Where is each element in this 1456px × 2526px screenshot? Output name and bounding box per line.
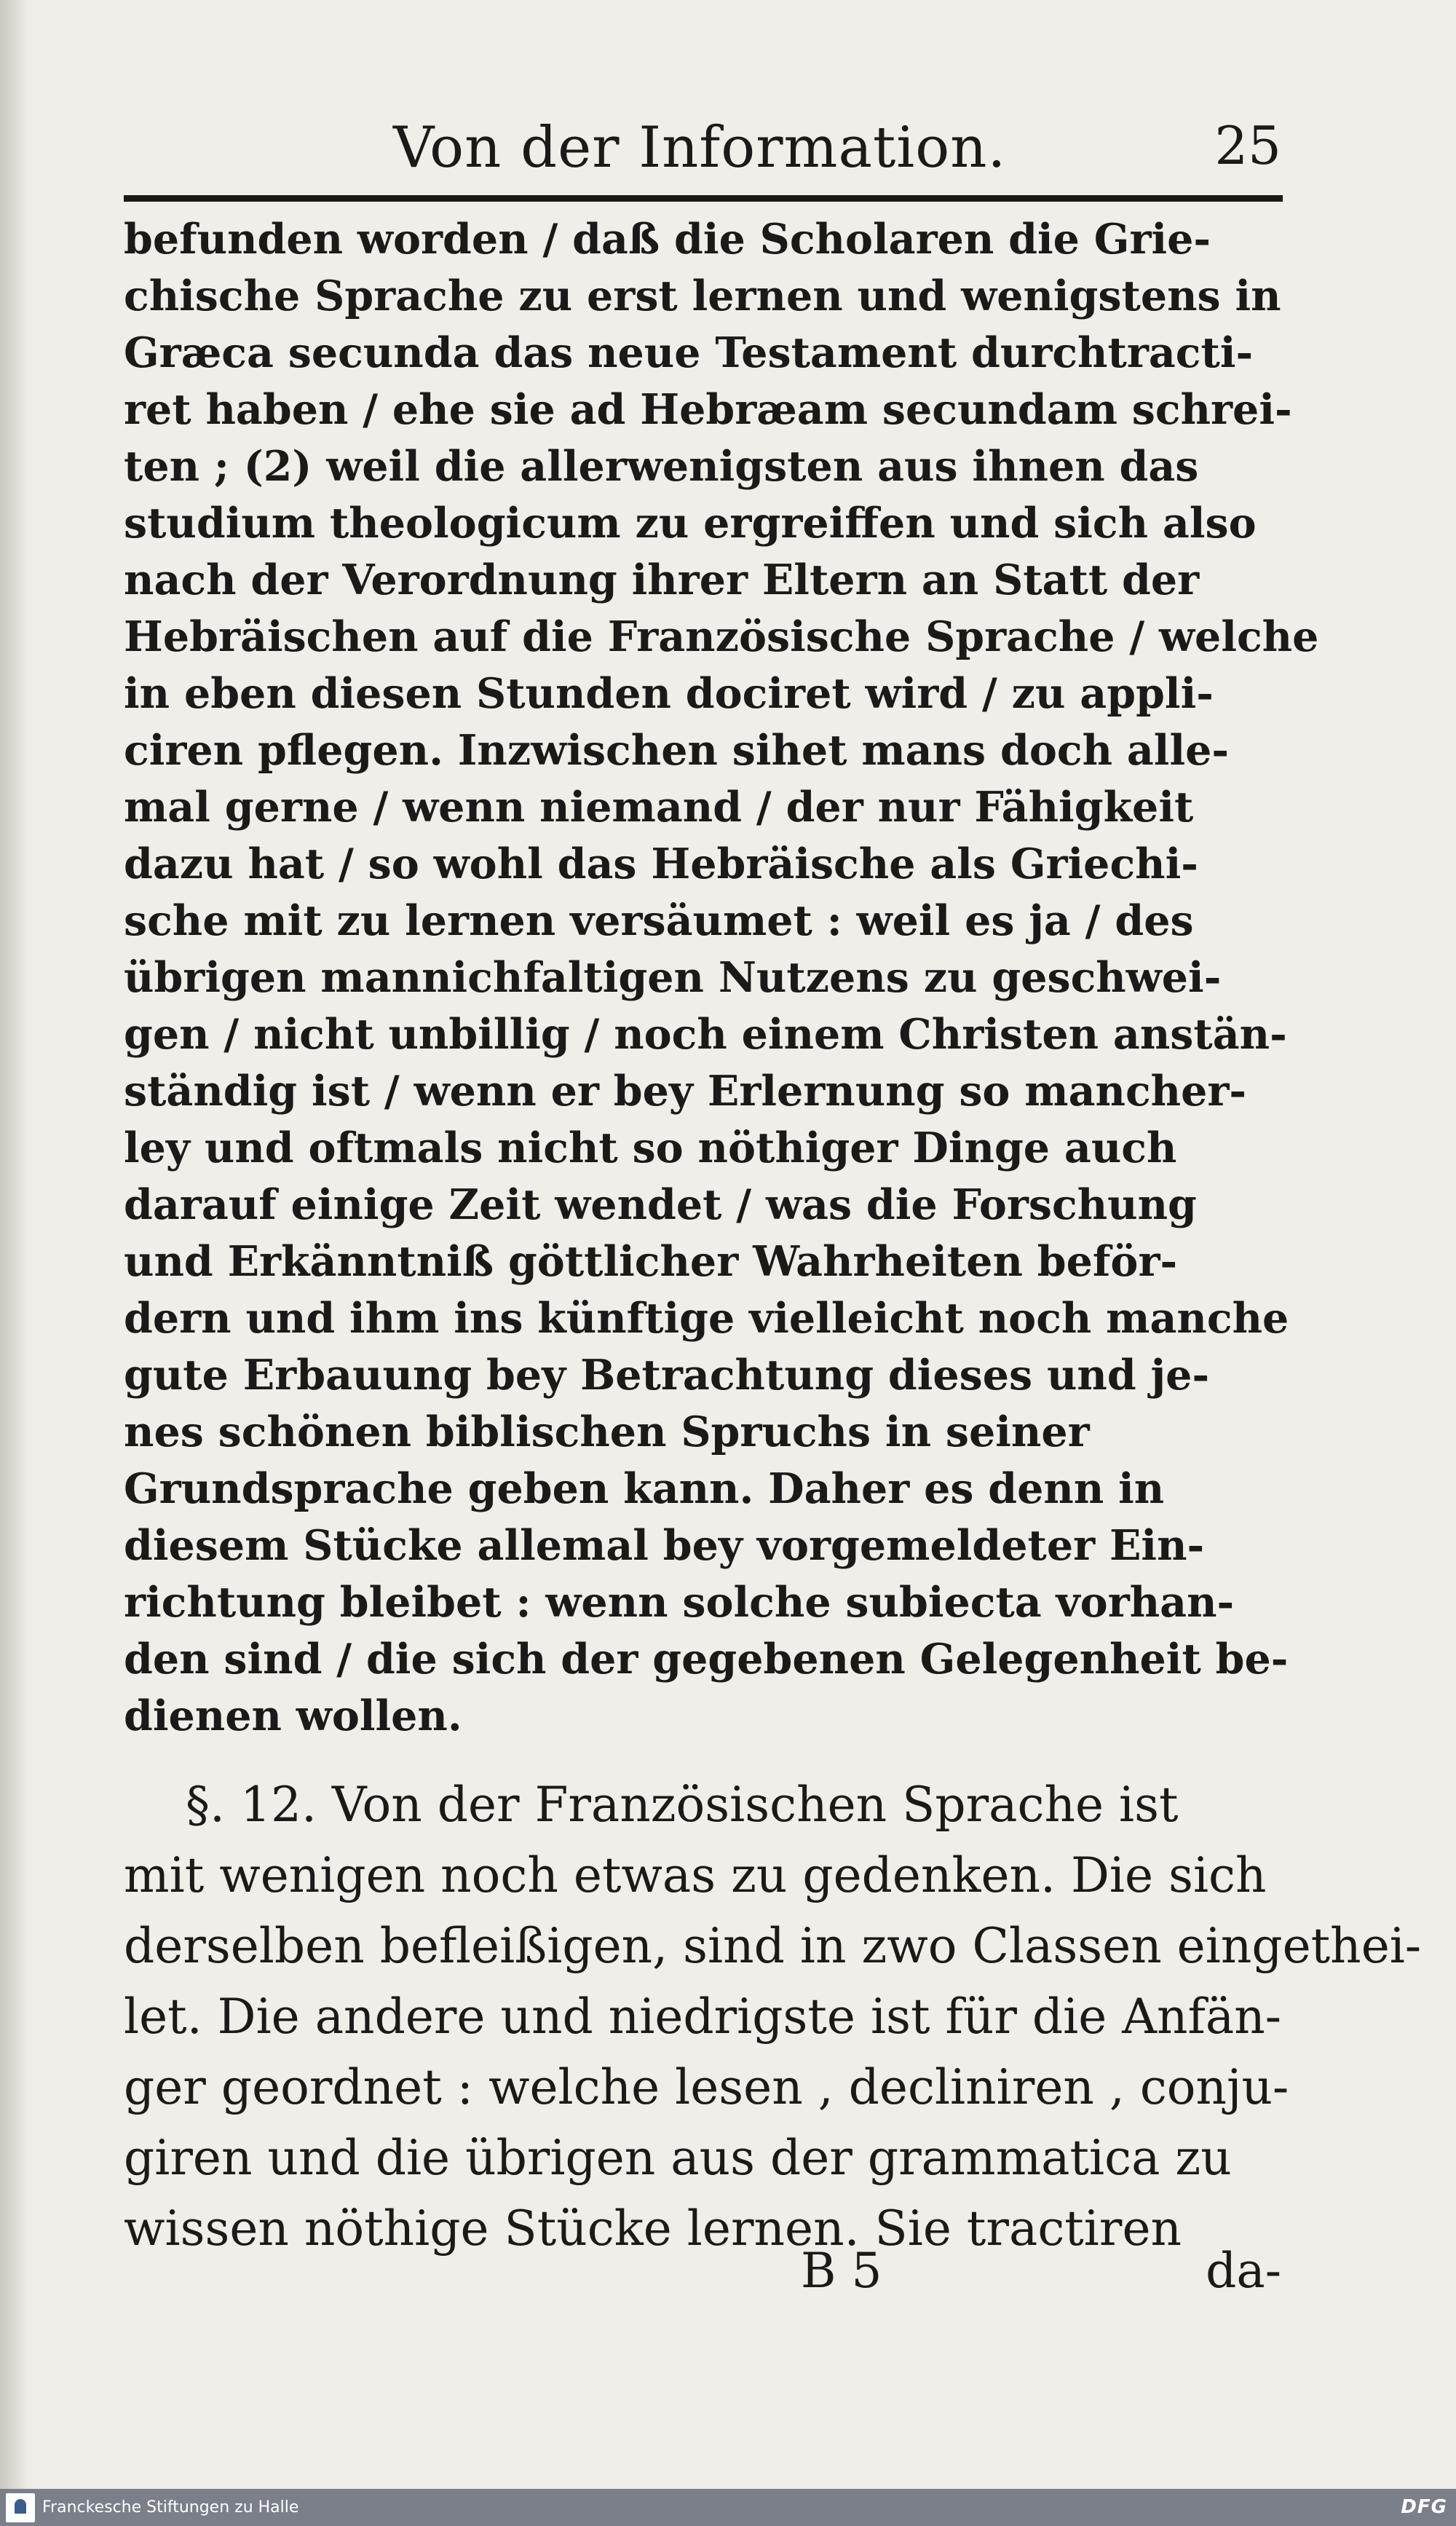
text-line: und Erkänntniß göttlicher Wahrheiten beför- [124, 1237, 1178, 1286]
text-line: ciren pflegen. Inzwischen sihet mans doch alle- [124, 726, 1230, 775]
text-line: dienen wollen. [124, 1692, 462, 1740]
page-gutter-shadow [0, 0, 29, 2489]
text-line: befunden worden / daß die Scholaren die Grie- [124, 215, 1211, 264]
text-line: nes schönen biblischen Spruchs in seiner [124, 1408, 1090, 1456]
text-line: dern und ihm ins künftige vielleicht noch manche [124, 1294, 1289, 1343]
viewer-footer-bar [0, 2489, 1456, 2526]
paragraph-section-12 [124, 1769, 1422, 2264]
text-line: ret haben / ehe sie ad Hebræam secundam schrei- [124, 385, 1292, 434]
dfg-logo[interactable]: DFG [1401, 2496, 1447, 2518]
text-line: §. 12. Von der Französischen Sprache ist [186, 1777, 1179, 1833]
text-line: gen / nicht unbillig / noch einem Christen anstän- [124, 1010, 1287, 1059]
text-line: sche mit zu lernen versäumet : weil es ja / des [124, 896, 1194, 945]
text-line: ger geordnet : welche lesen , decliniren , conju- [124, 2059, 1289, 2115]
paragraph-continued [124, 211, 1319, 1745]
text-line: Hebräischen auf die Französische Sprache / welche [124, 612, 1319, 661]
text-line: ständig ist / wenn er bey Erlernung so mancher- [124, 1067, 1247, 1116]
page-number: 25 [1214, 115, 1281, 176]
text-line: den sind / die sich der gegebenen Gelegenheit be- [124, 1635, 1289, 1684]
text-line: derselben befleißigen, sind in zwo Classen eingethei- [124, 1918, 1422, 1974]
header-rule [124, 195, 1283, 202]
page-footer [801, 2243, 1281, 2308]
text-line: giren und die übrigen aus der grammatica zu [124, 2130, 1232, 2186]
text-line: nach der Verordnung ihrer Eltern an Statt der [124, 556, 1200, 604]
text-line: Grundsprache geben kann. Daher es denn in [124, 1464, 1165, 1513]
text-line: gute Erbauung bey Betrachtung dieses und je- [124, 1351, 1210, 1400]
text-line: mit wenigen noch etwas zu gedenken. Die sich [124, 1847, 1267, 1903]
institution-logo-icon [6, 2493, 35, 2522]
text-line: wissen nöthige Stücke lernen. Sie tractiren [124, 2201, 1182, 2257]
text-line: let. Die andere und niedrigste ist für die Anfän- [124, 1989, 1282, 2045]
text-line: übrigen mannichfaltigen Nutzens zu geschwei- [124, 953, 1222, 1002]
text-line: darauf einige Zeit wendet / was die Forschung [124, 1180, 1197, 1229]
signature-mark: B 5 [801, 2243, 882, 2299]
page-header [393, 115, 1281, 184]
text-line: chische Sprache zu erst lernen und wenigstens in [124, 272, 1281, 320]
text-line: diesem Stücke allemal bey vorgemeldeter Ein- [124, 1521, 1205, 1570]
running-title: Von der Information. [393, 115, 1007, 181]
text-line: ten ; (2) weil die allerwenigsten aus ihnen das [124, 442, 1199, 491]
catchword: da- [1206, 2243, 1281, 2299]
text-line: mal gerne / wenn niemand / der nur Fähigkeit [124, 783, 1194, 832]
text-line: Græca secunda das neue Testament durchtracti- [124, 328, 1254, 377]
text-line: in eben diesen Stunden dociret wird / zu appli- [124, 669, 1214, 718]
text-line: dazu hat / so wohl das Hebräische als Griechi- [124, 840, 1198, 888]
text-line: richtung bleibet : wenn solche subiecta vorhan- [124, 1578, 1235, 1627]
institution-name[interactable]: Franckesche Stiftungen zu Halle [42, 2498, 299, 2517]
text-line: studium theologicum zu ergreiffen und sich also [124, 499, 1257, 548]
text-line: ley und oftmals nicht so nöthiger Dinge auch [124, 1124, 1177, 1172]
